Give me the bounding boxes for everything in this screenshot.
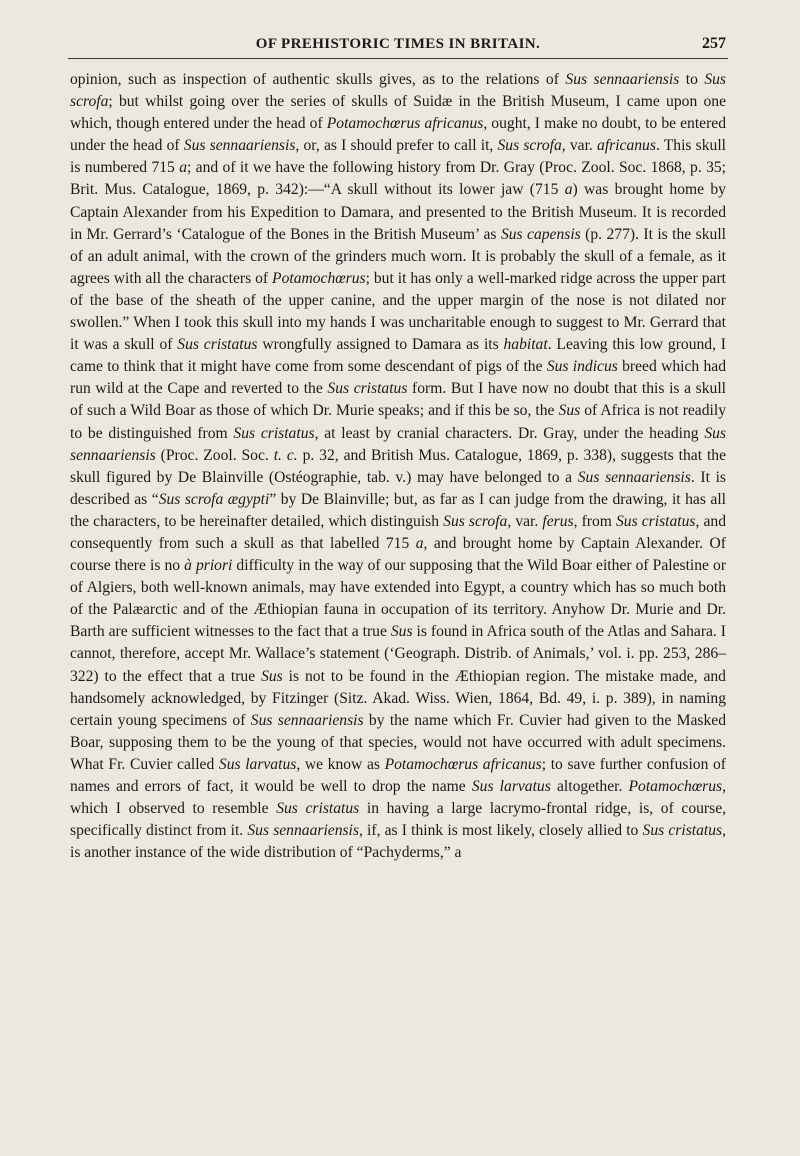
italic-text-run: à priori	[184, 557, 233, 575]
italic-text-run: Sus sennaariensis	[577, 468, 691, 486]
italic-text-run: Sus scrofa	[443, 512, 508, 530]
italic-text-run: t. c.	[273, 446, 298, 464]
text-run: ; to save further confusion of names and errors of fact, it would be well to drop the name	[70, 755, 726, 795]
italic-text-run: Sus sennaariensis	[250, 711, 364, 729]
italic-text-run: Potamochœrus africanus	[326, 115, 484, 133]
body-text	[70, 69, 726, 864]
text-run: . Leaving this low ground, I came to think that it might have come from some descendant of pigs of the	[70, 336, 726, 376]
italic-text-run: Sus cristatus	[642, 822, 723, 840]
italic-text-run: Sus sennaariensis	[247, 822, 359, 840]
italic-text-run: Potamochœrus	[628, 778, 723, 795]
text-run: breed which had run wild at the Cape and reverted to the	[70, 358, 726, 398]
italic-text-run: habitat	[503, 336, 548, 354]
paragraph	[70, 69, 726, 864]
italic-text-run: Potamochœrus	[272, 269, 366, 287]
text-run: (p. 277). It is the skull of an adult animal, with the crown of the grinders much worn. It is probably the skull of a female, as it agrees with all the characters of	[70, 225, 726, 287]
page-number: 257	[702, 35, 726, 52]
text-run: wrongfully assigned to Damara as its	[257, 336, 504, 354]
text-run: , is another instance of the wide distribution of “Pachyderms,” a	[70, 822, 726, 862]
text-run: difficulty in the way of our supposing that the Wild Boar either of Palestine or of Algiers, both well-known animals, may have extended into Egypt, a country which has so much both of the Palæarctic and of the Æthiopian fauna in occupation of its territory. Anyhow Dr. Murie and Dr. Barth are sufficient witnesses to the fact that a true	[70, 557, 727, 641]
italic-text-run: Sus scrofa	[497, 137, 562, 155]
italic-text-run: a	[564, 181, 573, 199]
text-run: of Africa is not readily to be distinguished from	[70, 402, 726, 442]
text-run: (Proc. Zool. Soc.	[155, 446, 274, 464]
text-run: , from	[573, 512, 616, 530]
text-run: . It is described as “	[70, 468, 726, 508]
text-run: p. 32, and British Mus. Catalogue, 1869, p. 338), suggests that the skull figured by De Blainville (Ostéographie, tab. v.) may have belonged to a	[70, 446, 726, 486]
text-run: altogether.	[550, 778, 629, 795]
text-run: is found in Africa south of the Atlas and Sahara. I cannot, therefore, accept Mr. Wallace’s statement (‘Geograph. Distrib. of Animals,’ vol. i. pp. 253, 286–322) to the effect that a true	[70, 623, 726, 685]
text-run: , or, as I should prefer to call it,	[295, 137, 498, 155]
italic-text-run: Sus cristatus	[327, 380, 408, 398]
italic-text-run: Sus larvatus	[218, 755, 297, 773]
italic-text-run: Sus cristatus	[177, 336, 258, 354]
text-run: form. But I have now no doubt that this is a skull of such a Wild Boar as those of which Dr. Murie speaks; and if this be so, the	[70, 380, 727, 420]
text-run: ; and of it we have the following history from Dr. Gray (Proc. Zool. Soc. 1868, p. 35; Brit. Mus. Catalogue, 1869, p. 342):—“A skull without its lower jaw (715	[70, 159, 726, 199]
text-run: , and brought home by Captain Alexander. Of course there is no	[70, 534, 726, 575]
text-run: , ought, I make no doubt, to be entered under the head of	[70, 115, 726, 155]
text-run: is not to be found in the Æthiopian region. The mistake made, and handsomely acknowledged, by Fitzinger (Sitz. Akad. Wiss. Wien, 1864, Bd. 49, i. p. 389), in naming certain young specimens of	[70, 667, 726, 729]
italic-text-run: Sus scrofa ægypti	[158, 490, 270, 508]
italic-text-run: Potamochœrus africanus	[384, 755, 542, 773]
italic-text-run: a	[415, 534, 424, 552]
text-run: in having a large lacrymo-frontal ridge, is, of course, specifically distinct from it.	[70, 800, 727, 840]
italic-text-run: Sus sennaariensis	[183, 137, 296, 155]
italic-text-run: Sus larvatus	[471, 778, 551, 795]
text-run: by the name which Fr. Cuvier had given to the Masked Boar, supposing them to be the young of that species, would not have occurred with adult specimens. What Fr. Cuvier called	[70, 711, 726, 773]
italic-text-run: Sus cristatus	[233, 424, 315, 442]
italic-text-run: a	[179, 159, 187, 177]
text-run: , var.	[561, 137, 598, 155]
italic-text-run: africanus	[597, 137, 656, 155]
italic-text-run: Sus cristatus	[276, 800, 360, 818]
text-run: , var.	[507, 512, 543, 530]
italic-text-run: Sus indicus	[546, 358, 618, 376]
text-run: . This skull is numbered 715	[70, 137, 726, 177]
text-run: to	[679, 71, 705, 88]
text-run: , which I observed to resemble	[70, 778, 726, 818]
italic-text-run: Sus sennaariensis	[565, 71, 680, 88]
italic-text-run: Sus	[558, 402, 581, 420]
text-run: opinion, such as inspection of authentic skulls gives, as to the relations of	[70, 71, 566, 88]
italic-text-run: Sus	[261, 667, 283, 685]
italic-text-run: Sus scrofa	[70, 71, 726, 111]
text-run: ” by De Blainville; but, as far as I can judge from the drawing, it has all the characters, to be hereinafter detailed, which distinguish	[70, 490, 726, 530]
text-run: , and consequently from such a skull as that labelled 715	[70, 512, 727, 552]
italic-text-run: ferus	[542, 512, 574, 530]
italic-text-run: Sus capensis	[500, 225, 581, 243]
text-run: ) was brought home by Captain Alexander from his Expedition to Damara, and presented to the British Museum. It is recorded in Mr. Gerrard’s ‘Catalogue of the Bones in the British Museum’ as	[70, 181, 726, 243]
text-run: , if, as I think is most likely, closely allied to	[358, 822, 643, 840]
italic-text-run: Sus	[390, 623, 413, 641]
text-run: , at least by cranial characters. Dr. Gray, under the heading	[314, 424, 705, 442]
italic-text-run: Sus sennaariensis	[70, 424, 726, 464]
text-run: ; but it has only a well-marked ridge across the upper part of the base of the sheath of the upper canine, and the upper margin of the nose is not dilated nor swollen.” When I took this skull into my hands I was uncharitable enough to suggest to Mr. Gerrard that it was a skull of	[70, 269, 726, 354]
running-header	[68, 34, 728, 59]
italic-text-run: Sus cristatus	[616, 512, 696, 530]
text-run: ; but whilst going over the series of skulls of Suidæ in the British Museum, I came upon one which, though entered under the head of	[70, 93, 726, 133]
text-run: , we know as	[296, 755, 385, 773]
running-title: OF PREHISTORIC TIMES IN BRITAIN.	[255, 36, 541, 52]
